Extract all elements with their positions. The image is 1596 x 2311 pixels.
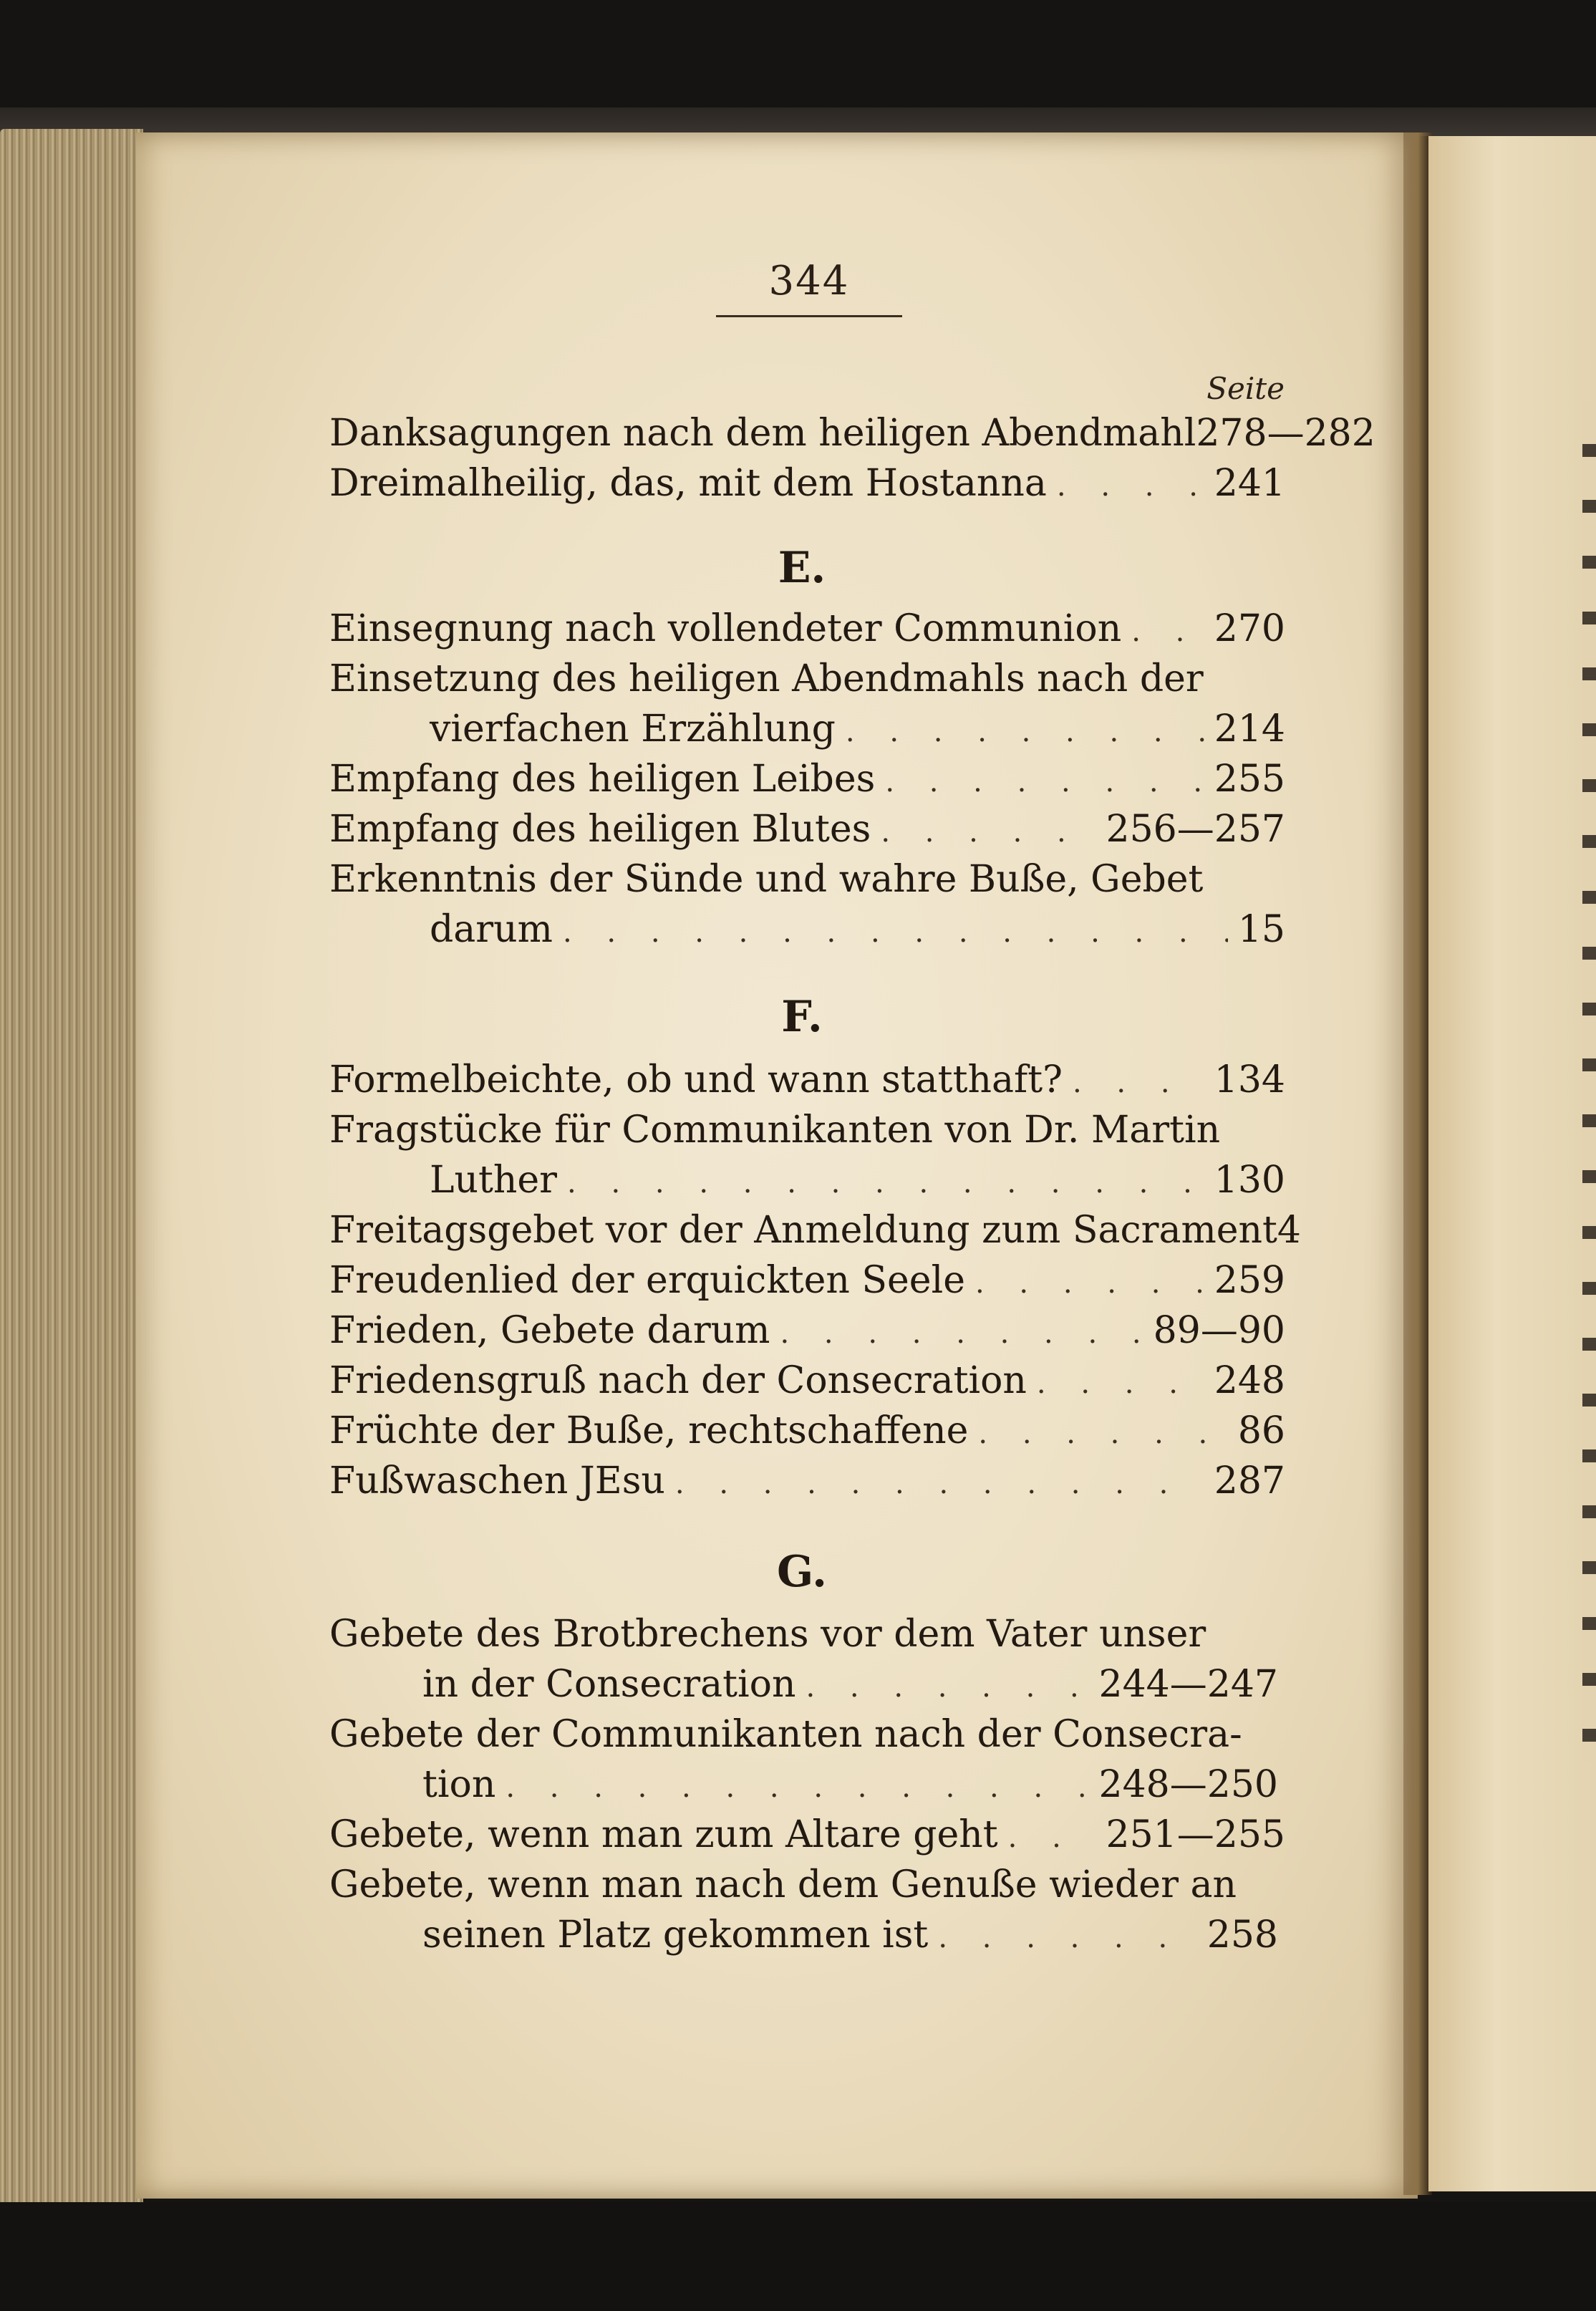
entry-page: 278—282: [1196, 412, 1375, 455]
entry-text: tion: [422, 1763, 496, 1806]
entry-page: 130: [1214, 1159, 1285, 1202]
entry-text: Dreimalheilig, das, mit dem Hostanna: [329, 462, 1047, 505]
entry-text: Freudenlied der erquickten Seele: [329, 1259, 965, 1302]
entry-text: Fragstücke für Communikanten von Dr. Martin: [329, 1109, 1221, 1152]
index-entry-continuation: [430, 708, 1285, 758]
entry-text: Fußwaschen JEsu: [329, 1460, 665, 1502]
entry-page: 251—255: [1106, 1813, 1285, 1856]
entry-page: 4: [1277, 1209, 1302, 1252]
index-entry-continuation: [430, 1159, 1285, 1209]
entry-text: Gebete der Communikanten nach der Consecra-: [329, 1713, 1242, 1756]
index-entry-continuation: [422, 1763, 1278, 1813]
index-entry: [329, 1460, 1285, 1510]
entry-page: 287: [1214, 1460, 1285, 1502]
entry-page: 86: [1237, 1409, 1285, 1452]
index-entry: [329, 1613, 1285, 1663]
leader-dots: [806, 1671, 1088, 1704]
leader-dots: [1008, 1821, 1096, 1854]
index-entry: [329, 657, 1285, 708]
entry-text: Gebete des Brotbrechens vor dem Vater unser: [329, 1613, 1206, 1656]
entry-text: Gebete, wenn man nach dem Genuße wieder an: [329, 1863, 1237, 1906]
entry-text: Empfang des heiligen Leibes: [329, 758, 876, 801]
leader-dots: [1131, 615, 1204, 648]
index-entry: [329, 1863, 1285, 1914]
leader-dots: [885, 766, 1204, 799]
entry-text: Erkenntnis der Sünde und wahre Buße, Gebet: [329, 858, 1204, 901]
index-entry: [329, 858, 1285, 908]
index-entry: [329, 1813, 1285, 1863]
entry-text: Freitagsgebet vor der Anmeldung zum Sacrament: [329, 1209, 1277, 1252]
index-entry: [329, 1259, 1285, 1309]
entry-page: 258: [1206, 1914, 1278, 1957]
leader-dots: [780, 1317, 1143, 1350]
entry-page: 255: [1214, 758, 1285, 801]
index-entry-continuation: [422, 1914, 1278, 1964]
entry-page: 248—250: [1098, 1763, 1278, 1806]
entry-text: vierfachen Erzählung: [430, 708, 836, 751]
index-entry: [329, 808, 1285, 858]
page-number: 344: [768, 258, 850, 304]
leader-dots: [563, 916, 1228, 949]
entry-page: 244—247: [1098, 1663, 1278, 1706]
entry-page: 134: [1214, 1058, 1285, 1101]
leader-dots: [846, 715, 1204, 748]
index-entry: [329, 1109, 1285, 1159]
entry-page: 241: [1214, 462, 1285, 505]
section-letter-f: F.: [781, 992, 823, 1042]
entry-page: 248: [1214, 1359, 1285, 1402]
index-entry-continuation: [430, 908, 1285, 958]
page-number-rule: [716, 315, 902, 317]
leader-dots: [1057, 470, 1204, 503]
index-entry: [329, 1058, 1285, 1109]
entry-text: Einsetzung des heiligen Abendmahls nach der: [329, 657, 1204, 700]
index-entry: [329, 1209, 1302, 1259]
entry-text: Luther: [430, 1159, 558, 1202]
entry-page: 256—257: [1106, 808, 1285, 851]
leader-dots: [675, 1467, 1204, 1500]
entry-text: Friedensgruß nach der Consecration: [329, 1359, 1027, 1402]
leader-dots: [506, 1771, 1088, 1804]
section-letter-g: G.: [777, 1547, 827, 1597]
entry-text: Gebete, wenn man zum Altare geht: [329, 1813, 998, 1856]
entry-text: Formelbeichte, ob und wann statthaft?: [329, 1058, 1063, 1101]
column-header-seite: Seite: [1206, 371, 1285, 406]
section-letter-e: E.: [778, 543, 826, 593]
entry-page: 89—90: [1153, 1309, 1285, 1352]
index-entry: [329, 1713, 1285, 1763]
index-entry: [329, 1309, 1285, 1359]
entry-text: seinen Platz gekommen ist: [422, 1914, 929, 1957]
entry-text: darum: [430, 908, 553, 951]
entry-page: 214: [1214, 708, 1285, 751]
index-entry: [329, 1409, 1285, 1460]
leader-dots: [975, 1267, 1204, 1300]
index-entry: [329, 607, 1285, 657]
entry-text: Frieden, Gebete darum: [329, 1309, 770, 1352]
entry-text: Danksagungen nach dem heiligen Abendmahl: [329, 412, 1196, 455]
entry-text: Einsegnung nach vollendeter Communion: [329, 607, 1122, 650]
leader-dots: [567, 1167, 1204, 1200]
entry-text: in der Consecration: [422, 1663, 796, 1706]
leader-dots: [1073, 1066, 1204, 1099]
entry-text: Früchte der Buße, rechtschaffene: [329, 1409, 969, 1452]
index-entry: [329, 462, 1285, 512]
leader-dots: [881, 816, 1096, 849]
entry-page: 259: [1214, 1259, 1285, 1302]
leader-dots: [938, 1921, 1196, 1954]
leader-dots: [978, 1417, 1227, 1450]
index-entry: [329, 1359, 1285, 1409]
index-entry: [329, 758, 1285, 808]
entry-page: 15: [1237, 908, 1285, 951]
leader-dots: [1037, 1367, 1204, 1400]
index-entry-continuation: [422, 1663, 1278, 1713]
index-entry: [329, 412, 1375, 462]
entry-page: 270: [1214, 607, 1285, 650]
entry-text: Empfang des heiligen Blutes: [329, 808, 871, 851]
